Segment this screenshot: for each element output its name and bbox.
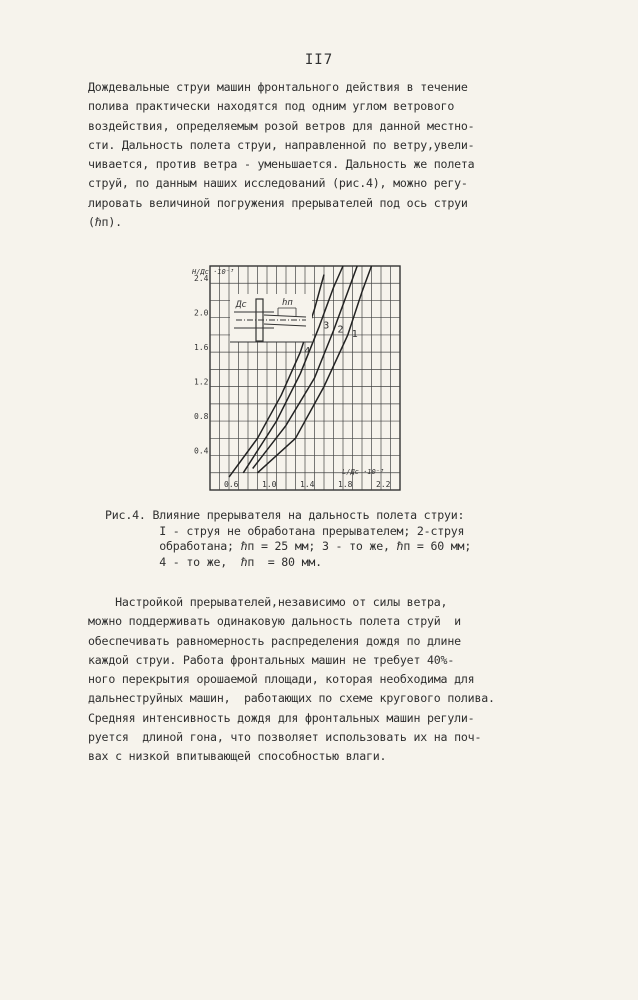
paragraph-line: ного перекрытия орошаемой площади, которая необходима для [88,672,475,687]
caption-line: Рис.4. Влияние прерывателя на дальность полета струи: [105,508,465,522]
page-number: II7 [304,52,334,68]
figure-caption [105,508,575,570]
paragraph-line: каждой струи. Работа фронтальных машин не требует 40%- [88,652,455,667]
paragraph-line: Настройкой прерывателей,независимо от силы ветра, [88,595,448,609]
paragraph-line: чивается, против ветра - уменьшается. Дальность же полета [88,157,475,172]
paragraph-line: полива практически находятся под одним углом ветрового [88,99,455,114]
paragraph-2 [88,593,578,767]
caption-line: I - струя не обработана прерывателем; 2-струя [105,523,465,538]
x-axis-label: L/Дс ·10⁻³ [342,468,385,476]
paragraph-line: Дождевальные струи машин фронтального действия в течение [88,80,468,94]
paragraph-line: (ℏп). [88,215,122,230]
x-tick-label: 1.0 [262,480,277,489]
inset-label-left: Дс [236,300,247,310]
y-tick-label: 0.8 [194,412,209,422]
y-tick-label: 2.0 [194,308,209,318]
paragraph-line: лировать величиной погружения прерывателей под ось струи [88,195,468,210]
x-tick-label: 2.2 [376,480,391,489]
paragraph-line: руется длиной гона, что позволяет использовать их на поч- [88,730,482,745]
figure-chart [190,258,410,500]
series-label-1: 1 [351,328,358,340]
y-tick-label: 0.4 [194,446,209,456]
paragraph-line: вах с низкой впитывающей способностью влаги. [88,749,387,764]
paragraph-line: воздействия, определяемым розой ветров для данной местно- [88,118,475,133]
y-tick-label: 1.6 [194,343,209,353]
series-label-3: 3 [323,320,330,332]
paragraph-1 [88,78,578,232]
y-tick-label: 2.4 [194,274,209,284]
y-tick-label: 1.2 [194,377,209,387]
paragraph-line: обеспечивать равномерность распределения дождя по длине [88,633,461,648]
inset-label-right: hп [282,298,293,308]
paragraph-line: дальнеструйных машин, работающих по схеме кругового полива. [88,691,495,706]
x-tick-label: 0.6 [224,480,239,489]
x-tick-label: 1.8 [338,480,353,489]
caption-line: обработана; ℏп = 25 мм; 3 - то же, ℏп = 60 мм; [105,539,472,553]
x-tick-label: 1.4 [300,480,315,489]
y-axis-label: H/Дс ·10⁻³ [192,268,235,276]
series-label-4: 4 [304,346,311,358]
figure-inset [230,294,312,342]
caption-line: 4 - то же, ℏп = 80 мм. [105,554,322,569]
paragraph-line: сти. Дальность полета струи, направленной по ветру,увели- [88,137,475,152]
paragraph-line: можно поддерживать одинаковую дальность полета струй и [88,614,461,629]
series-label-2: 2 [337,324,344,336]
paragraph-line: струй, по данным наших исследований (рис.4), можно регу- [88,176,468,191]
paragraph-line: Средняя интенсивность дождя для фронтальных машин регули- [88,710,475,725]
